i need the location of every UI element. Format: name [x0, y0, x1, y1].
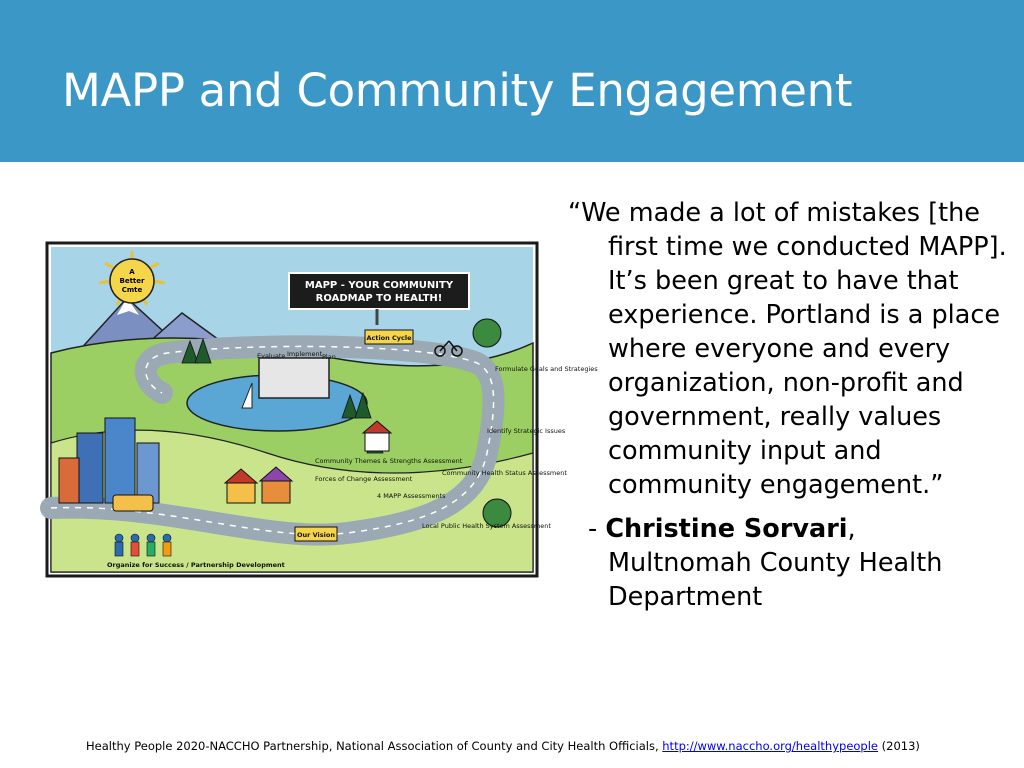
svg-text:Evaluate: Evaluate: [257, 352, 286, 360]
stone-bridge: [259, 358, 329, 398]
attribution-comma: ,: [847, 514, 856, 544]
school-bus-icon: [113, 495, 153, 511]
tree-round: [473, 319, 501, 347]
svg-text:Our Vision: Our Vision: [297, 531, 335, 539]
svg-text:MAPP - YOUR COMMUNITY: MAPP - YOUR COMMUNITY: [304, 280, 454, 291]
svg-text:Community Themes & Strengths A: Community Themes & Strengths Assessment: [315, 457, 463, 465]
title-bar: [0, 0, 1024, 162]
svg-text:Cmte: Cmte: [121, 286, 143, 294]
svg-text:A: A: [129, 268, 135, 276]
citation-year: (2013): [878, 739, 920, 753]
svg-text:ROADMAP TO HEALTH!: ROADMAP TO HEALTH!: [315, 293, 443, 304]
attribution-org: Multnomah County Health Department: [608, 548, 943, 612]
svg-text:Implement: Implement: [287, 350, 323, 358]
svg-text:Identify Strategic Issues: Identify Strategic Issues: [487, 427, 566, 435]
quote-text: “We made a lot of mistakes [the first time we conducted MAPP]. It’s been great to have that experience. Portland is a place where everyone and every organization, non-profit and government, really values community input and community engagement.”: [568, 198, 1007, 500]
quote-attribution: [568, 512, 1008, 614]
svg-text:Forces of Change Assessment: Forces of Change Assessment: [315, 475, 413, 483]
svg-text:Plan: Plan: [322, 353, 336, 361]
svg-text:Formulate Goals and Strategies: Formulate Goals and Strategies: [495, 365, 598, 373]
svg-text:Local Public Health System Ass: Local Public Health System Assessment: [422, 522, 551, 530]
svg-text:Action Cycle: Action Cycle: [366, 334, 412, 342]
quote-block: [568, 196, 1008, 614]
citation-footer: [86, 739, 1016, 753]
citation-text: Healthy People 2020-NACCHO Partnership, National Association of County and City Health Officials,: [86, 739, 663, 753]
svg-text:Community Health Status Assess: Community Health Status Assessment: [442, 469, 567, 477]
svg-text:4 MAPP Assessments: 4 MAPP Assessments: [377, 492, 446, 500]
attribution-name: Christine Sorvari: [605, 514, 848, 544]
mapp-roadmap-illustration: [47, 243, 598, 576]
svg-text:Better: Better: [119, 277, 145, 285]
svg-text:Organize for Success / Partner: Organize for Success / Partnership Development: [107, 561, 285, 569]
slide-title: MAPP and Community Engagement: [62, 64, 853, 117]
citation-link[interactable]: http://www.naccho.org/healthypeople: [662, 739, 878, 753]
attribution-prefix: -: [588, 514, 606, 544]
